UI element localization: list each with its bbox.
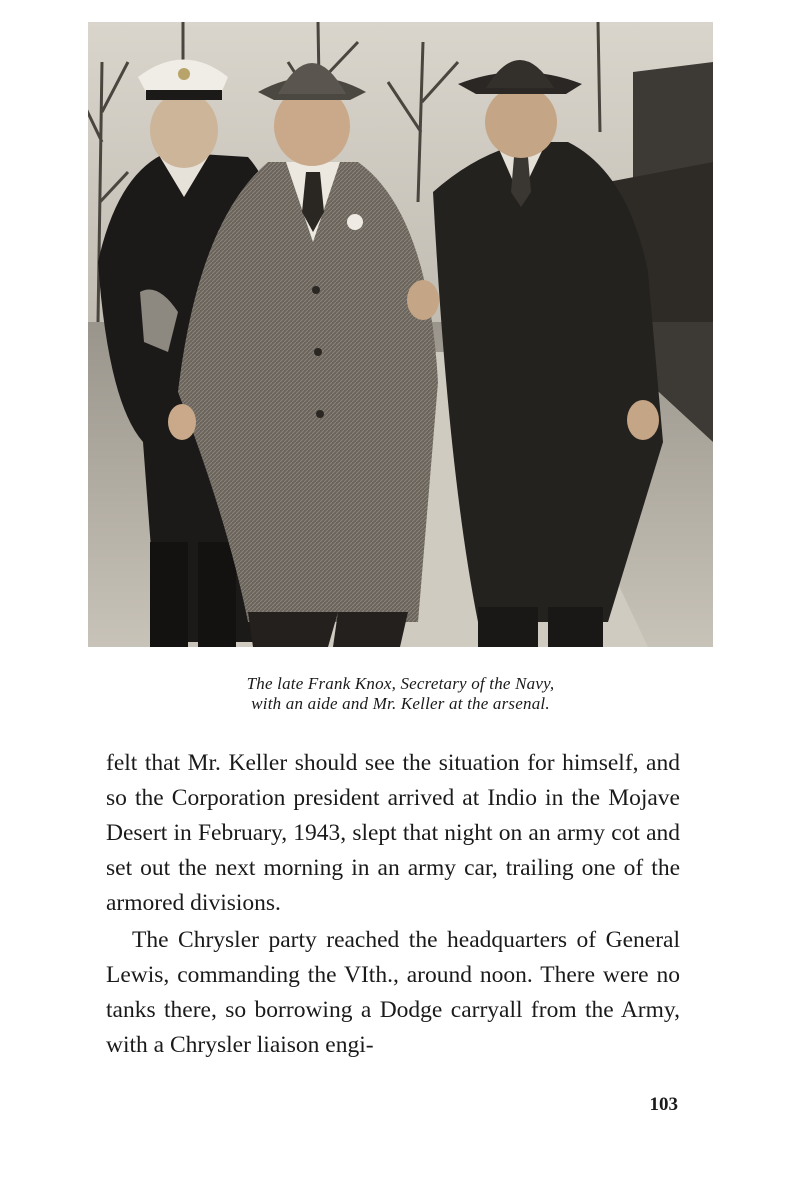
photograph xyxy=(88,22,713,647)
paragraph-1: felt that Mr. Keller should see the situation for himself, and so the Corporation president arrived at Indio in the Mojave Desert in February, 1943, slept that night on an army cot and set out the next morning in an army car, trailing one of the armored divisions. xyxy=(106,750,680,916)
photo-caption xyxy=(88,674,713,714)
body-text xyxy=(106,746,680,1063)
paragraph-2: The Chrysler party reached the headquarters of General Lewis, commanding the VIth., around noon. There were no tanks there, so borrowing a Dodge carryall from the Army, with a Chrysler liaison engi- xyxy=(106,927,680,1058)
photograph-three-men-icon xyxy=(88,22,713,647)
caption-line-2: with an aide and Mr. Keller at the arsenal. xyxy=(251,694,550,713)
caption-line-1: The late Frank Knox, Secretary of the Navy, xyxy=(246,674,555,693)
page-number: 103 xyxy=(649,1094,678,1115)
